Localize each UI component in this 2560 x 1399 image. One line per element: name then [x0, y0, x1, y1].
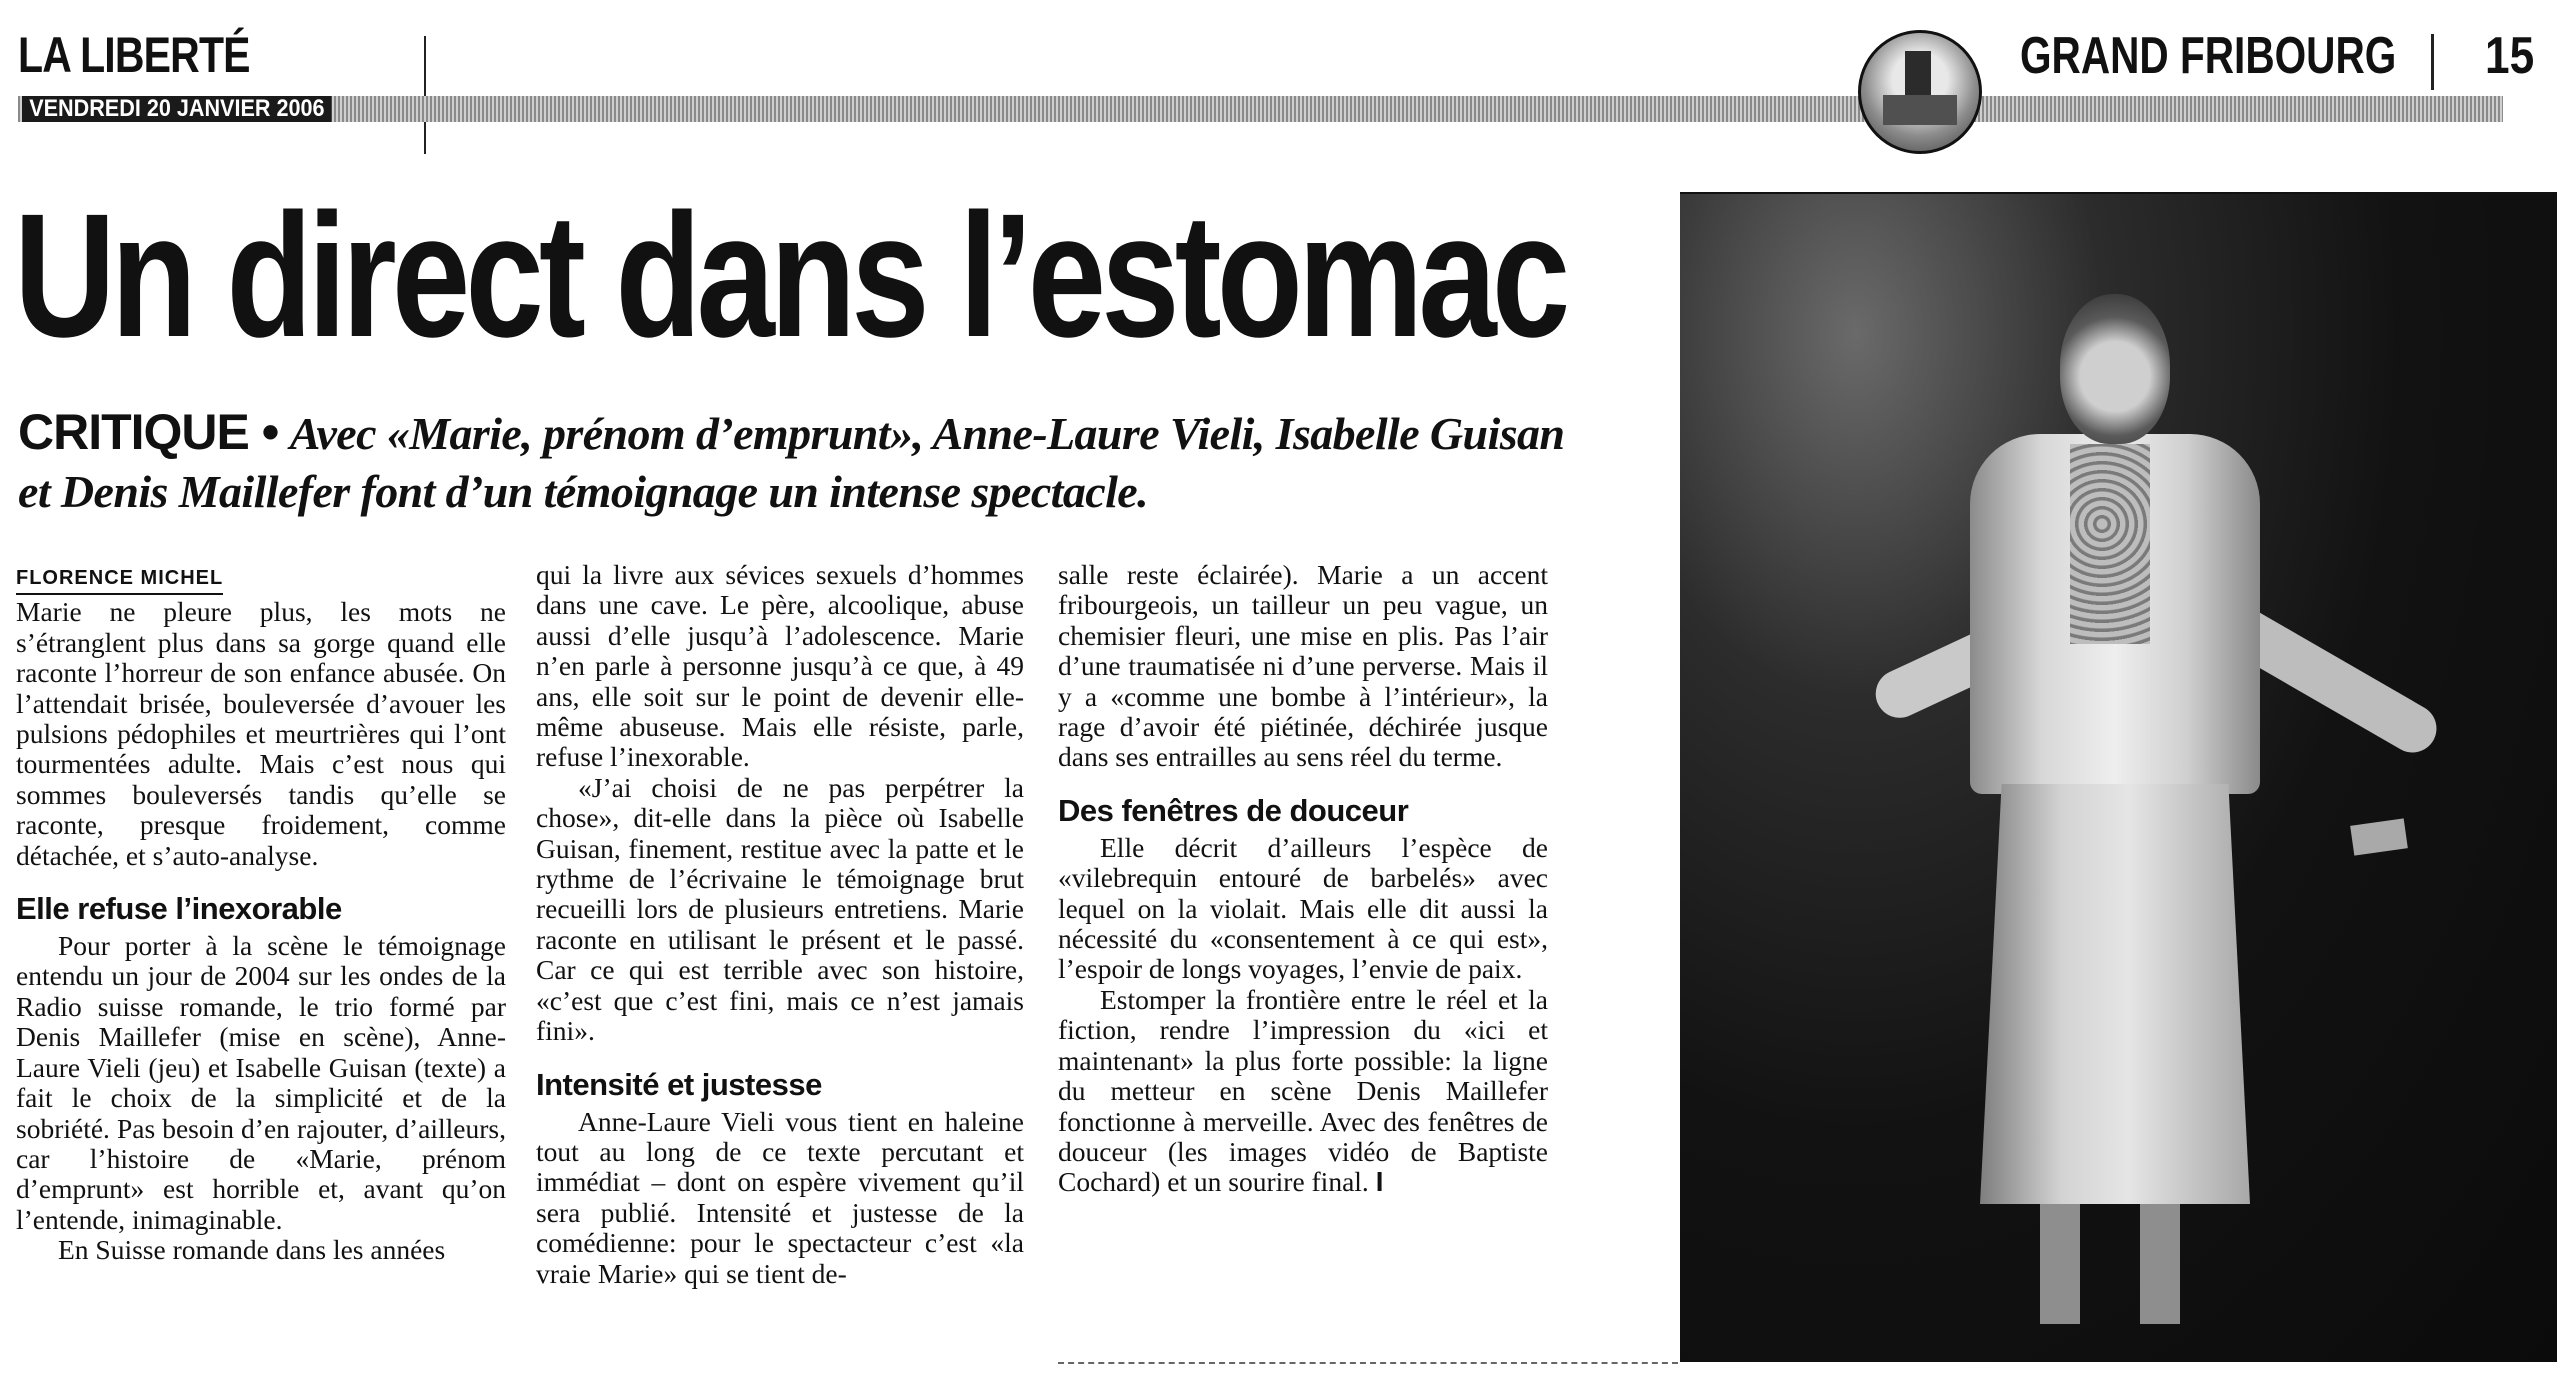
article-headline: Un direct dans l’estomac — [14, 178, 1566, 374]
section-name: GRAND FRIBOURG — [2020, 27, 2397, 85]
bottom-rule — [1058, 1362, 1678, 1364]
subhead: Intensité et justesse — [536, 1066, 822, 1102]
stage-photo — [1680, 192, 2557, 1362]
deck-kicker: CRITIQUE • — [18, 404, 279, 460]
article-deck — [18, 403, 1578, 521]
paragraph: salle reste éclairée). Marie a un accent fribourgeois, un tailleur un peu vague, un chemisier fleuri, une mise en plis. Pas l’air d’une traumatisée ni d’une perverse. Mais il y a «comme une bombe à l’intérieur», la rage d’avoir été piétinée, déchirée jusque dans ses entrailles au sens réel du terme. — [1058, 559, 1548, 773]
end-mark: I — [1375, 1166, 1384, 1198]
paragraph: Pour porter à la scène le témoignage entendu un jour de 2004 sur les ondes de la Radio suisse romande, le trio formé par Denis Maillefer (mise en scène), Anne-Laure Vieli (jeu) et Isabelle Guisan (texte) a fait le choix de la simplicité et de la sobriété. Pas besoin d’en rajouter, d’ailleurs, car l’histoire de «Marie, prénom d’emprunt» est horrible et, avant qu’on l’entende, inimaginable. — [16, 930, 506, 1235]
photo-prop — [2350, 818, 2408, 855]
byline: FLORENCE MICHEL — [16, 563, 223, 595]
date-strip — [18, 96, 2503, 122]
section-divider — [2431, 34, 2434, 90]
deck-text: Avec «Marie, prénom d’emprunt», Anne-Laure Vieli, Isabelle Guisan et Denis Maillefer font d’un témoignage un intense spectacle. — [18, 408, 1565, 517]
photo-leg-left — [2040, 1204, 2080, 1324]
issue-date: VENDREDI 20 JANVIER 2006 — [22, 96, 332, 122]
masthead-divider — [424, 36, 426, 154]
page-number: 15 — [2485, 27, 2535, 85]
paragraph: Elle décrit d’ailleurs l’espèce de «vilebrequin entouré de barbelés» avec lequel on la violait. Mais elle dit aussi la nécessité du «consentement à ce qui est», l’espoir de longs voyages, l’envie de paix. — [1058, 831, 1548, 985]
photo-blouse — [2070, 444, 2150, 644]
subhead: Elle refuse l’inexorable — [16, 891, 342, 927]
photo-leg-right — [2140, 1204, 2180, 1324]
paragraph — [1058, 985, 1548, 1198]
paragraph: Marie ne pleure plus, les mots ne s’étranglent plus dans sa gorge quand elle raconte l’horreur de son enfance abusée. On l’attendait brisée, bouleversée d’avouer les pulsions pédophiles et meurtrières qui l’ont tourmentées adulte. Mais c’est nous qui sommes bouleversés tandis qu’elle se raconte, presque froidement, comme détachée, et s’auto-analyse. — [16, 596, 506, 871]
city-emblem-icon — [1858, 30, 1982, 154]
photo-head — [2060, 294, 2170, 444]
paragraph: En Suisse romande dans les années — [58, 1234, 446, 1266]
paragraph: Anne-Laure Vieli vous tient en haleine tout au long de ce texte percutant et immédiat – dont on espère vivement qu’il sera publié. Intensité et justesse de la comédienne: pour le spectacteur c’est «la vraie Marie» qui se tient de- — [536, 1105, 1024, 1289]
subhead: Des fenêtres de douceur — [1058, 792, 1409, 828]
article-column-3 — [1058, 560, 1548, 1198]
article-column-1 — [16, 560, 506, 1266]
paragraph: «J’ai choisi de ne pas perpétrer la chose», dit-elle dans la pièce où Isabelle Guisan, finement, restitue avec la patte et le rythme de l’écrivaine le témoignage brut recueilli lors de plusieurs entretiens. Marie raconte en utilisant le présent et le passé. Car ce qui est terrible avec son histoire, «c’est que c’est fini, mais ce n’est jamais fini». — [536, 771, 1024, 1047]
paragraph: qui la livre aux sévices sexuels d’hommes dans une cave. Le père, alcoolique, abuse aussi d’elle jusqu’à l’adolescence. Marie n’en parle à personne jusqu’à ce que, à 49 ans, elle soit sur le point de devenir elle-même abuseuse. Mais elle résiste, parle, refuse l’inexorable. — [536, 559, 1024, 773]
photo-skirt — [1980, 784, 2250, 1204]
paragraph-text: Estomper la frontière entre le réel et la fiction, rendre l’impression du «ici et maintenant» la plus forte possible: la ligne du metteur en scène Denis Maillefer fonctionne à merveille. Avec des fenêtres de douceur (les images vidéo de Baptiste Cochard) et un sourire final. — [1058, 983, 1548, 1198]
newspaper-name: LA LIBERTÉ — [18, 27, 250, 83]
article-column-2 — [536, 560, 1024, 1289]
